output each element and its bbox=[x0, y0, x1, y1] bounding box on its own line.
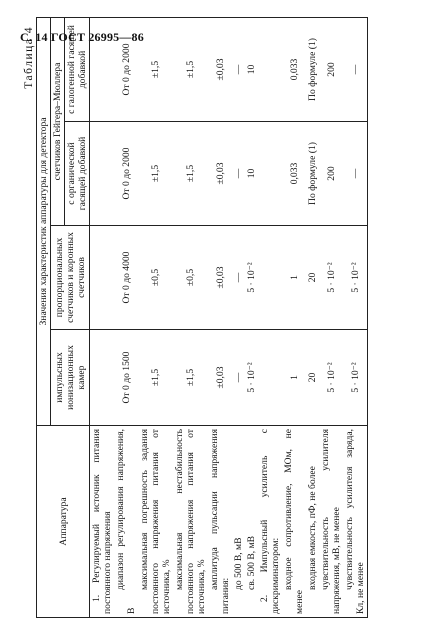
row-label: амплитуда пульсации напряжения питания: bbox=[208, 426, 232, 618]
cell-gm-org: По формуле (1) bbox=[306, 122, 319, 226]
cell-ion bbox=[90, 330, 115, 426]
cell-gm-org: 0,033 bbox=[282, 122, 306, 226]
cell-prop bbox=[90, 226, 115, 330]
cell-prop: 20 bbox=[306, 226, 319, 330]
cell-gm-org: ±1,5 bbox=[138, 122, 173, 226]
cell-prop: От 0 до 4000 bbox=[114, 226, 138, 330]
cell-ion: 5 · 10⁻² bbox=[319, 330, 343, 426]
cell-prop: — bbox=[232, 226, 245, 330]
table-row bbox=[343, 17, 368, 617]
cell-ion: 5 · 10⁻² bbox=[343, 330, 368, 426]
cell-prop: 1 bbox=[282, 226, 306, 330]
table-row bbox=[138, 17, 173, 617]
table-label: Таблица 4 bbox=[23, 26, 35, 89]
cell-gm-org: ±1,5 bbox=[173, 122, 208, 226]
cell-prop: 5 · 10⁻² bbox=[343, 226, 368, 330]
table-row bbox=[245, 17, 258, 617]
cell-gm-hal: 200 bbox=[319, 17, 343, 121]
header-apparatus: Аппаратура bbox=[37, 426, 90, 618]
row-label: 1. Регулируемый источник питания постоянного напряжения bbox=[90, 426, 115, 618]
cell-gm-hal: — bbox=[232, 17, 245, 121]
header-proportional: пропорциональных счетчиков и коронных счетчиков bbox=[51, 226, 90, 330]
table-row bbox=[282, 17, 306, 617]
cell-gm-hal: 0,033 bbox=[282, 17, 306, 121]
cell-prop: 5 · 10⁻² bbox=[319, 226, 343, 330]
row-label: входная емкость, пФ, не более bbox=[306, 426, 319, 618]
characteristics-table bbox=[36, 17, 368, 618]
cell-gm-hal: ±1,5 bbox=[138, 17, 173, 121]
row-label: св. 500 В, мВ bbox=[245, 426, 258, 618]
cell-ion: ±0,03 bbox=[208, 330, 232, 426]
cell-gm-org: От 0 до 2000 bbox=[114, 122, 138, 226]
table-row bbox=[173, 17, 208, 617]
table-row bbox=[208, 17, 232, 617]
cell-gm-org bbox=[258, 122, 282, 226]
cell-ion: От 0 до 1500 bbox=[114, 330, 138, 426]
cell-gm-hal bbox=[258, 17, 282, 121]
table-row bbox=[90, 17, 115, 617]
cell-prop: ±0,5 bbox=[173, 226, 208, 330]
table-row bbox=[114, 17, 138, 617]
cell-gm-org: 10 bbox=[245, 122, 258, 226]
cell-gm-hal: От 0 до 2000 bbox=[114, 17, 138, 121]
cell-ion: 20 bbox=[306, 330, 319, 426]
cell-ion bbox=[258, 330, 282, 426]
cell-ion: ±1,5 bbox=[138, 330, 173, 426]
table-row bbox=[306, 17, 319, 617]
cell-prop: ±0,03 bbox=[208, 226, 232, 330]
header-gm-organic: с органической гасящей добавкой bbox=[65, 122, 90, 226]
rotated-table-block bbox=[20, 18, 408, 618]
row-label: максимальная погрешность задания постоянного напряжения питания от источника, % bbox=[138, 426, 173, 618]
header-geiger-muller: счетчиков Гейгера–Мюллера bbox=[51, 17, 65, 225]
cell-prop bbox=[258, 226, 282, 330]
header-gm-halogen: с галогенной гасящей добавкой bbox=[65, 17, 90, 121]
cell-gm-hal: По формуле (1) bbox=[306, 17, 319, 121]
table-row bbox=[319, 17, 343, 617]
cell-gm-org: — bbox=[232, 122, 245, 226]
table-row bbox=[232, 17, 245, 617]
cell-prop: 5 · 10⁻² bbox=[245, 226, 258, 330]
cell-gm-hal: 10 bbox=[245, 17, 258, 121]
header-group: Значения характеристик аппаратуры для детектора bbox=[37, 17, 51, 425]
row-label: чувствительность усилителя напряжения, мВ, не менее bbox=[319, 426, 343, 618]
row-label: 2. Импульсный усилитель с дискриминатором: bbox=[258, 426, 282, 618]
cell-ion: 1 bbox=[282, 330, 306, 426]
cell-gm-org: 200 bbox=[319, 122, 343, 226]
cell-gm-hal: — bbox=[343, 17, 368, 121]
cell-gm-hal bbox=[90, 17, 115, 121]
cell-gm-org: — bbox=[343, 122, 368, 226]
cell-gm-hal: ±0,03 bbox=[208, 17, 232, 121]
header-ion-chambers: импульсных ионизационных камер bbox=[51, 330, 90, 426]
row-label: максимальная нестабильность постоянного напряжения питания от источника, % bbox=[173, 426, 208, 618]
row-label: чувствительность усилителя заряда, Кл, не менее bbox=[343, 426, 368, 618]
cell-gm-org: ±0,03 bbox=[208, 122, 232, 226]
cell-prop: ±0,5 bbox=[138, 226, 173, 330]
table-row bbox=[258, 17, 282, 617]
cell-ion: — bbox=[232, 330, 245, 426]
cell-gm-org bbox=[90, 122, 115, 226]
cell-ion: ±1,5 bbox=[173, 330, 208, 426]
row-label: до 500 В, мВ bbox=[232, 426, 245, 618]
cell-gm-hal: ±1,5 bbox=[173, 17, 208, 121]
row-label: диапазон регулирования напряжения, В bbox=[114, 426, 138, 618]
page-header: С. 14 ГОСТ 26995—86 bbox=[20, 30, 144, 44]
row-label: входное сопротивление, МОм, не менее bbox=[282, 426, 306, 618]
cell-ion: 5 · 10⁻² bbox=[245, 330, 258, 426]
